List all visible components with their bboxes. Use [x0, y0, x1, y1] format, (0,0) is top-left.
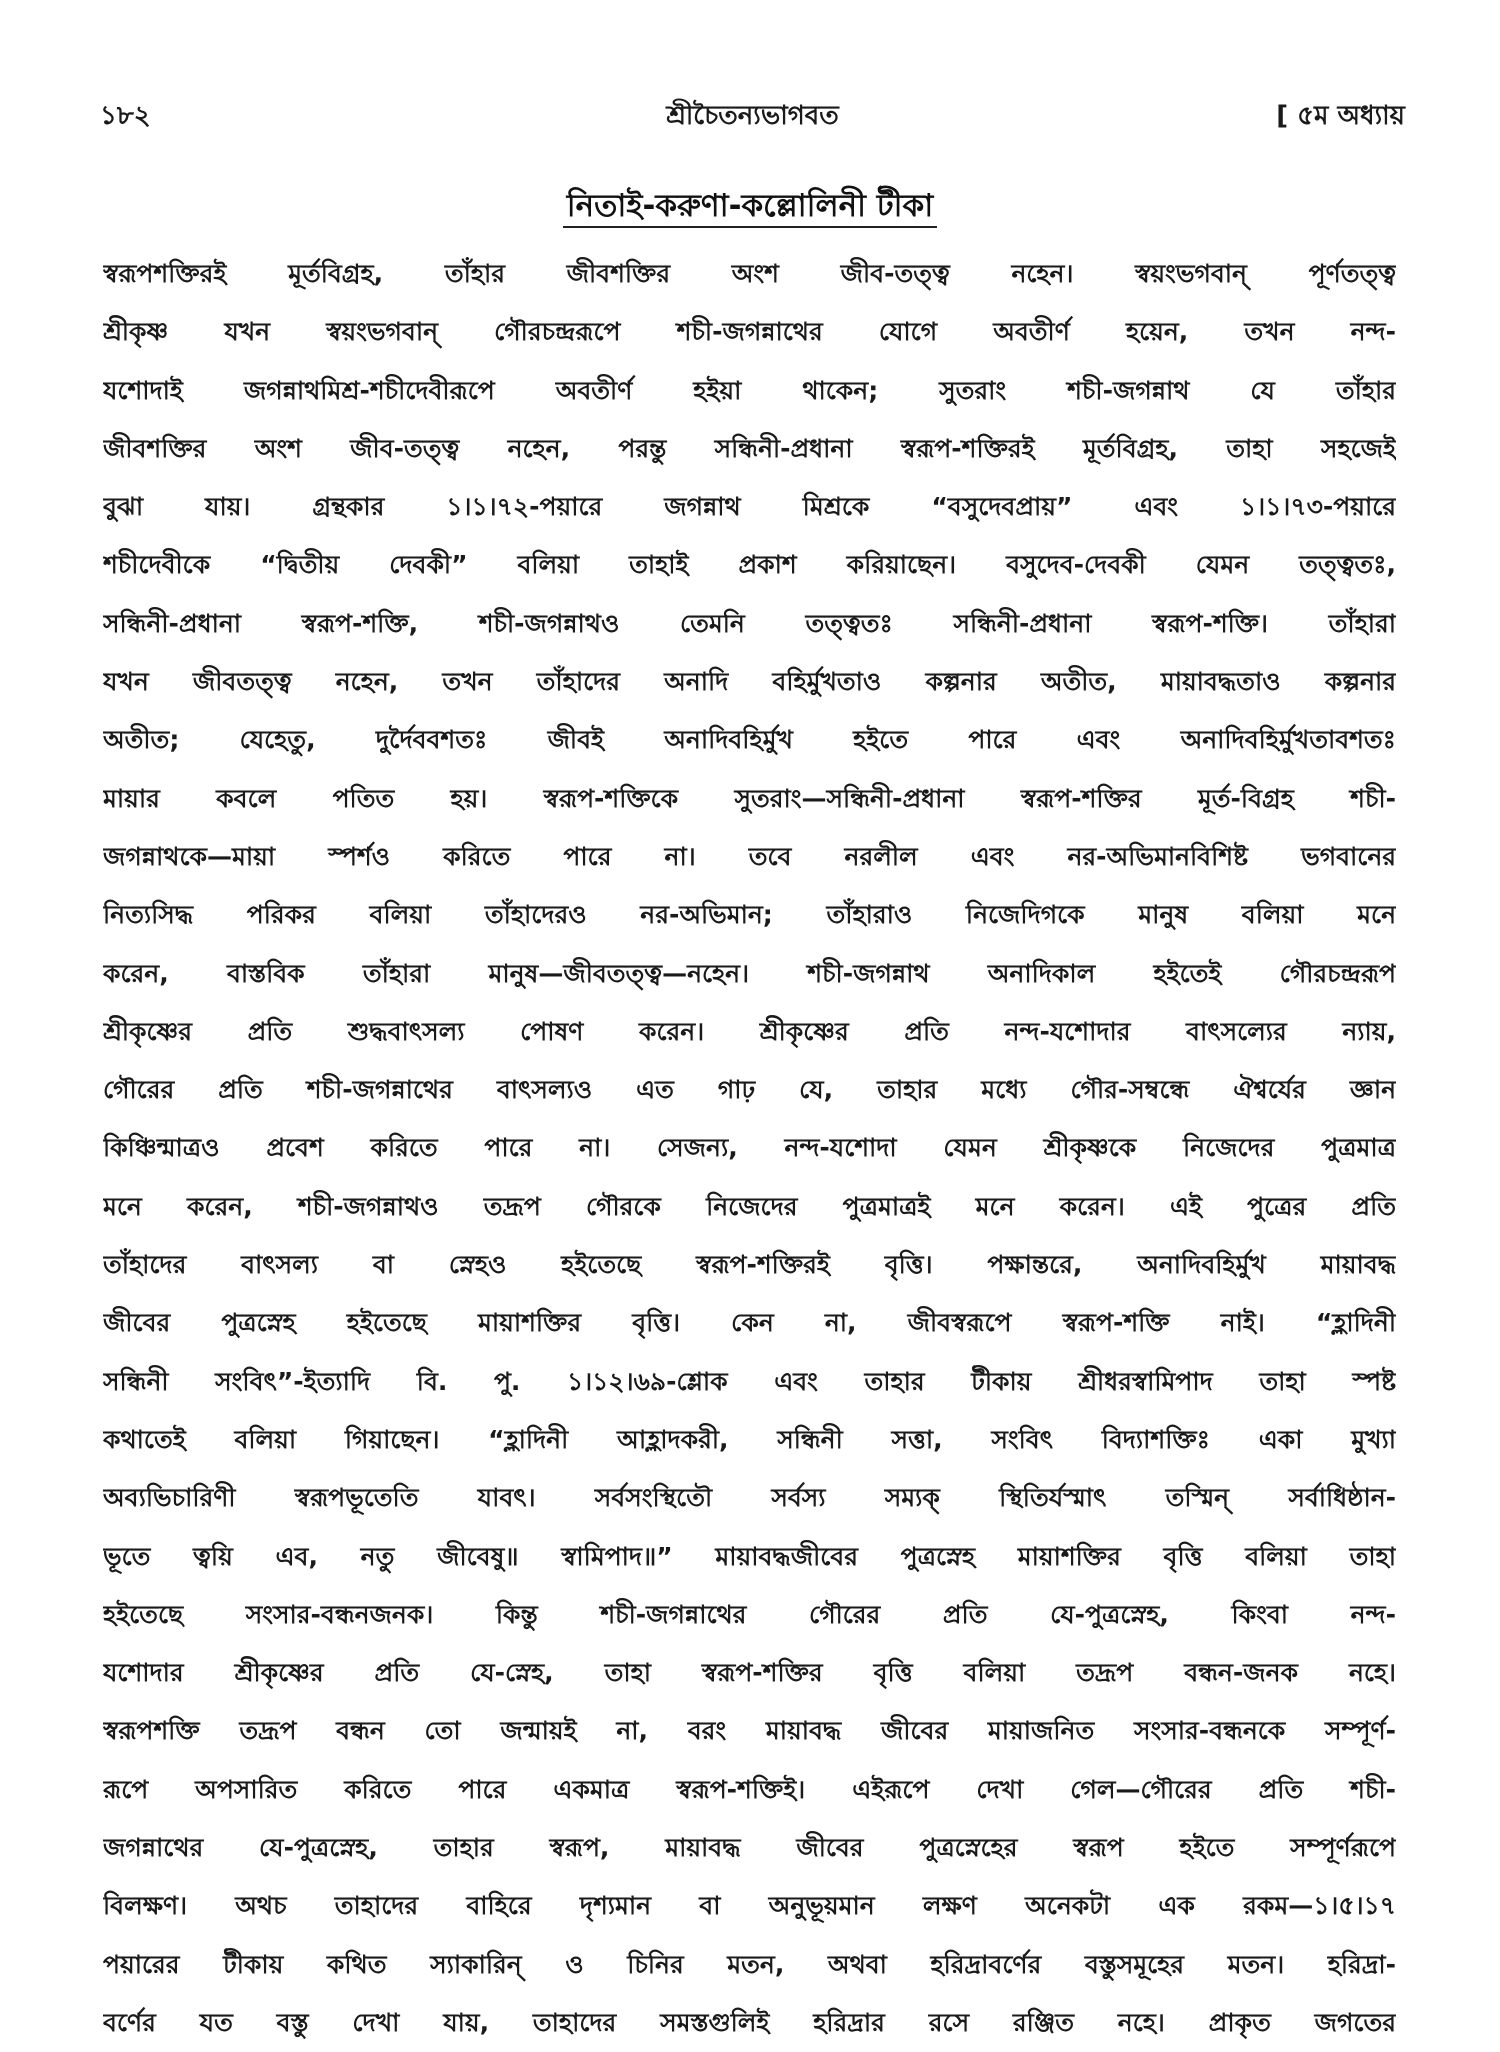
page-number: ১৮২	[100, 101, 151, 131]
text-line: জগন্নাথকে—মায়া স্পর্শও করিতে পারে না। তবে নরলীল এবং নর-অভিমানবিশিষ্ট ভগবানের	[103, 841, 1396, 871]
text-line: নিত্যসিদ্ধ পরিকর বলিয়া তাঁহাদেরও নর-অভিমান; তাঁহারাও নিজেদিগকে মানুষ বলিয়া মনে	[103, 900, 1396, 930]
text-line: গৌরের প্রতি শচী-জগন্নাথের বাৎসল্যও এত গাঢ় যে, তাহার মধ্যে গৌর-সম্বন্ধে ঐশ্বর্যের জ্ঞান	[103, 1075, 1396, 1105]
text-line: যশোদার শ্রীকৃষ্ণের প্রতি যে-স্নেহ, তাহা স্বরূপ-শক্তির বৃত্তি বলিয়া তদ্রূপ বন্ধন-জনক নহে।	[103, 1658, 1396, 1688]
text-line: বুঝা যায়। গ্রন্থকার ১।১।৭২-পয়ারে জগন্নাথ মিশ্রকে “বসুদেবপ্রায়” এবং ১।১।৭৩-পয়ারে	[103, 492, 1396, 522]
text-line: যশোদাই জগন্নাথমিশ্র-শচীদেবীরূপে অবতীর্ণ হইয়া থাকেন; সুতরাং শচী-জগন্নাথ যে তাঁহার	[103, 375, 1396, 405]
text-line: জগন্নাথের যে-পুত্রস্নেহ, তাহার স্বরূপ, মায়াবদ্ধ জীবের পুত্রস্নেহের স্বরূপ হইতে সম্পূর্ণরূপে	[103, 1833, 1396, 1863]
text-line: স্বরূপশক্তি তদ্রূপ বন্ধন তো জন্মায়ই না, বরং মায়াবদ্ধ জীবের মায়াজনিত সংসার-বন্ধনকে সম্পূর্ণ-	[103, 1716, 1396, 1746]
text-line: করেন, বাস্তবিক তাঁহারা মানুষ—জীবতত্ত্ব—নহেন। শচী-জগন্নাথ অনাদিকাল হইতেই গৌরচন্দ্ররূপ	[103, 958, 1396, 988]
commentary-title	[0, 182, 1500, 234]
text-line: মনে করেন, শচী-জগন্নাথও তদ্রূপ গৌরকে নিজেদের পুত্রমাত্রই মনে করেন। এই পুত্রের প্রতি	[103, 1191, 1396, 1221]
text-line: অব্যভিচারিণী স্বরূপভূতেতি যাবৎ। সর্বসংস্থিতৌ সর্বস্য সম্যক্ স্থিতির্যস্মাৎ তস্মিন্ সর্বাধিষ্ঠান-	[103, 1483, 1396, 1513]
text-line: রূপে অপসারিত করিতে পারে একমাত্র স্বরূপ-শক্তিই। এইরূপে দেখা গেল—গৌরের প্রতি শচী-	[103, 1774, 1396, 1804]
commentary-body	[103, 245, 1396, 2052]
text-line: কিঞ্চিন্মাত্রও প্রবেশ করিতে পারে না। সেজন্য, নন্দ-যশোদা যেমন শ্রীকৃষ্ণকে নিজেদের পুত্রমাত্র	[103, 1133, 1396, 1163]
text-line: স্বরূপশক্তিরই মূর্তবিগ্রহ, তাঁহার জীবশক্তির অংশ জীব-তত্ত্ব নহেন। স্বয়ংভগবান্ পূর্ণতত্ত্ব	[103, 259, 1396, 288]
text-line: হইতেছে সংসার-বন্ধনজনক। কিন্তু শচী-জগন্নাথের গৌরের প্রতি যে-পুত্রস্নেহ, কিংবা নন্দ-	[103, 1599, 1396, 1629]
commentary-title-text: নিতাই-করুণা-কল্লোলিনী টীকা	[563, 188, 937, 228]
text-line: অতীত; যেহেতু, দুর্দৈববশতঃ জীবই অনাদিবহির্মুখ হইতে পারে এবং অনাদিবহির্মুখতাবশতঃ	[103, 725, 1396, 755]
chapter-label: [ ৫ম অধ্যায়	[1276, 101, 1405, 131]
running-head	[100, 95, 1405, 135]
text-line: যখন জীবতত্ত্ব নহেন, তখন তাঁহাদের অনাদি বহির্মুখতাও কল্পনার অতীত, মায়াবদ্ধতাও কল্পনার	[103, 667, 1396, 697]
text-line: শ্রীকৃষ্ণ যখন স্বয়ংভগবান্ গৌরচন্দ্ররূপে শচী-জগন্নাথের যোগে অবতীর্ণ হয়েন, তখন নন্দ-	[103, 317, 1396, 347]
text-line: শ্রীকৃষ্ণের প্রতি শুদ্ধবাৎসল্য পোষণ করেন। শ্রীকৃষ্ণের প্রতি নন্দ-যশোদার বাৎসল্যের ন্যায়,	[103, 1016, 1396, 1046]
text-line: মায়ার কবলে পতিত হয়। স্বরূপ-শক্তিকে সুতরাং—সন্ধিনী-প্রধানা স্বরূপ-শক্তির মূর্ত-বিগ্রহ শচী-	[103, 783, 1396, 813]
text-line: শচীদেবীকে “দ্বিতীয় দেবকী” বলিয়া তাহাই প্রকাশ করিয়াছেন। বসুদেব-দেবকী যেমন তত্ত্বতঃ,	[103, 550, 1396, 580]
text-line: সন্ধিনী সংবিৎ”-ইত্যাদি বি. পু. ১।১২।৬৯-শ্লোক এবং তাহার টীকায় শ্রীধরস্বামিপাদ তাহা স্পষ্ট	[103, 1366, 1396, 1396]
text-line: বর্ণের যত বস্তু দেখা যায়, তাহাদের সমস্তগুলিই হরিদ্রার রসে রঞ্জিত নহে। প্রাকৃত জগতের	[103, 2007, 1396, 2037]
text-line: ভূতে ত্বয়ি এব, নতু জীবেষু॥ স্বামিপাদ॥” মায়াবদ্ধজীবের পুত্রস্নেহ মায়াশক্তির বৃত্তি বলিয়া তাহা	[103, 1541, 1396, 1571]
text-line: সন্ধিনী-প্রধানা স্বরূপ-শক্তি, শচী-জগন্নাথও তেমনি তত্ত্বতঃ সন্ধিনী-প্রধানা স্বরূপ-শক্তি। তাঁহারা	[103, 608, 1396, 638]
text-line: বিলক্ষণ। অথচ তাহাদের বাহিরে দৃশ্যমান বা অনুভূয়মান লক্ষণ অনেকটা এক রকম—১।৫।১৭	[103, 1891, 1396, 1921]
text-line: জীবের পুত্রস্নেহ হইতেছে মায়াশক্তির বৃত্তি। কেন না, জীবস্বরূপে স্বরূপ-শক্তি নাই। “হ্লাদিনী	[103, 1308, 1396, 1338]
text-line: তাঁহাদের বাৎসল্য বা স্নেহও হইতেছে স্বরূপ-শক্তিরই বৃত্তি। পক্ষান্তরে, অনাদিবহির্মুখ মায়াবদ্ধ	[103, 1250, 1396, 1280]
book-title: শ্রীচৈতন্যভাগবত	[666, 101, 839, 131]
text-line: জীবশক্তির অংশ জীব-তত্ত্ব নহেন, পরন্তু সন্ধিনী-প্রধানা স্বরূপ-শক্তিরই মূর্তবিগ্রহ, তাহা সহজেই	[103, 433, 1396, 463]
text-line: কথাতেই বলিয়া গিয়াছেন। “হ্লাদিনী আহ্লাদকরী, সন্ধিনী সত্তা, সংবিৎ বিদ্যাশক্তিঃ একা মুখ্যা	[103, 1424, 1396, 1454]
text-line: পয়ারের টীকায় কথিত স্যাকারিন্ ও চিনির মতন, অথবা হরিদ্রাবর্ণের বস্তুসমূহের মতন। হরিদ্রা-	[103, 1949, 1396, 1979]
